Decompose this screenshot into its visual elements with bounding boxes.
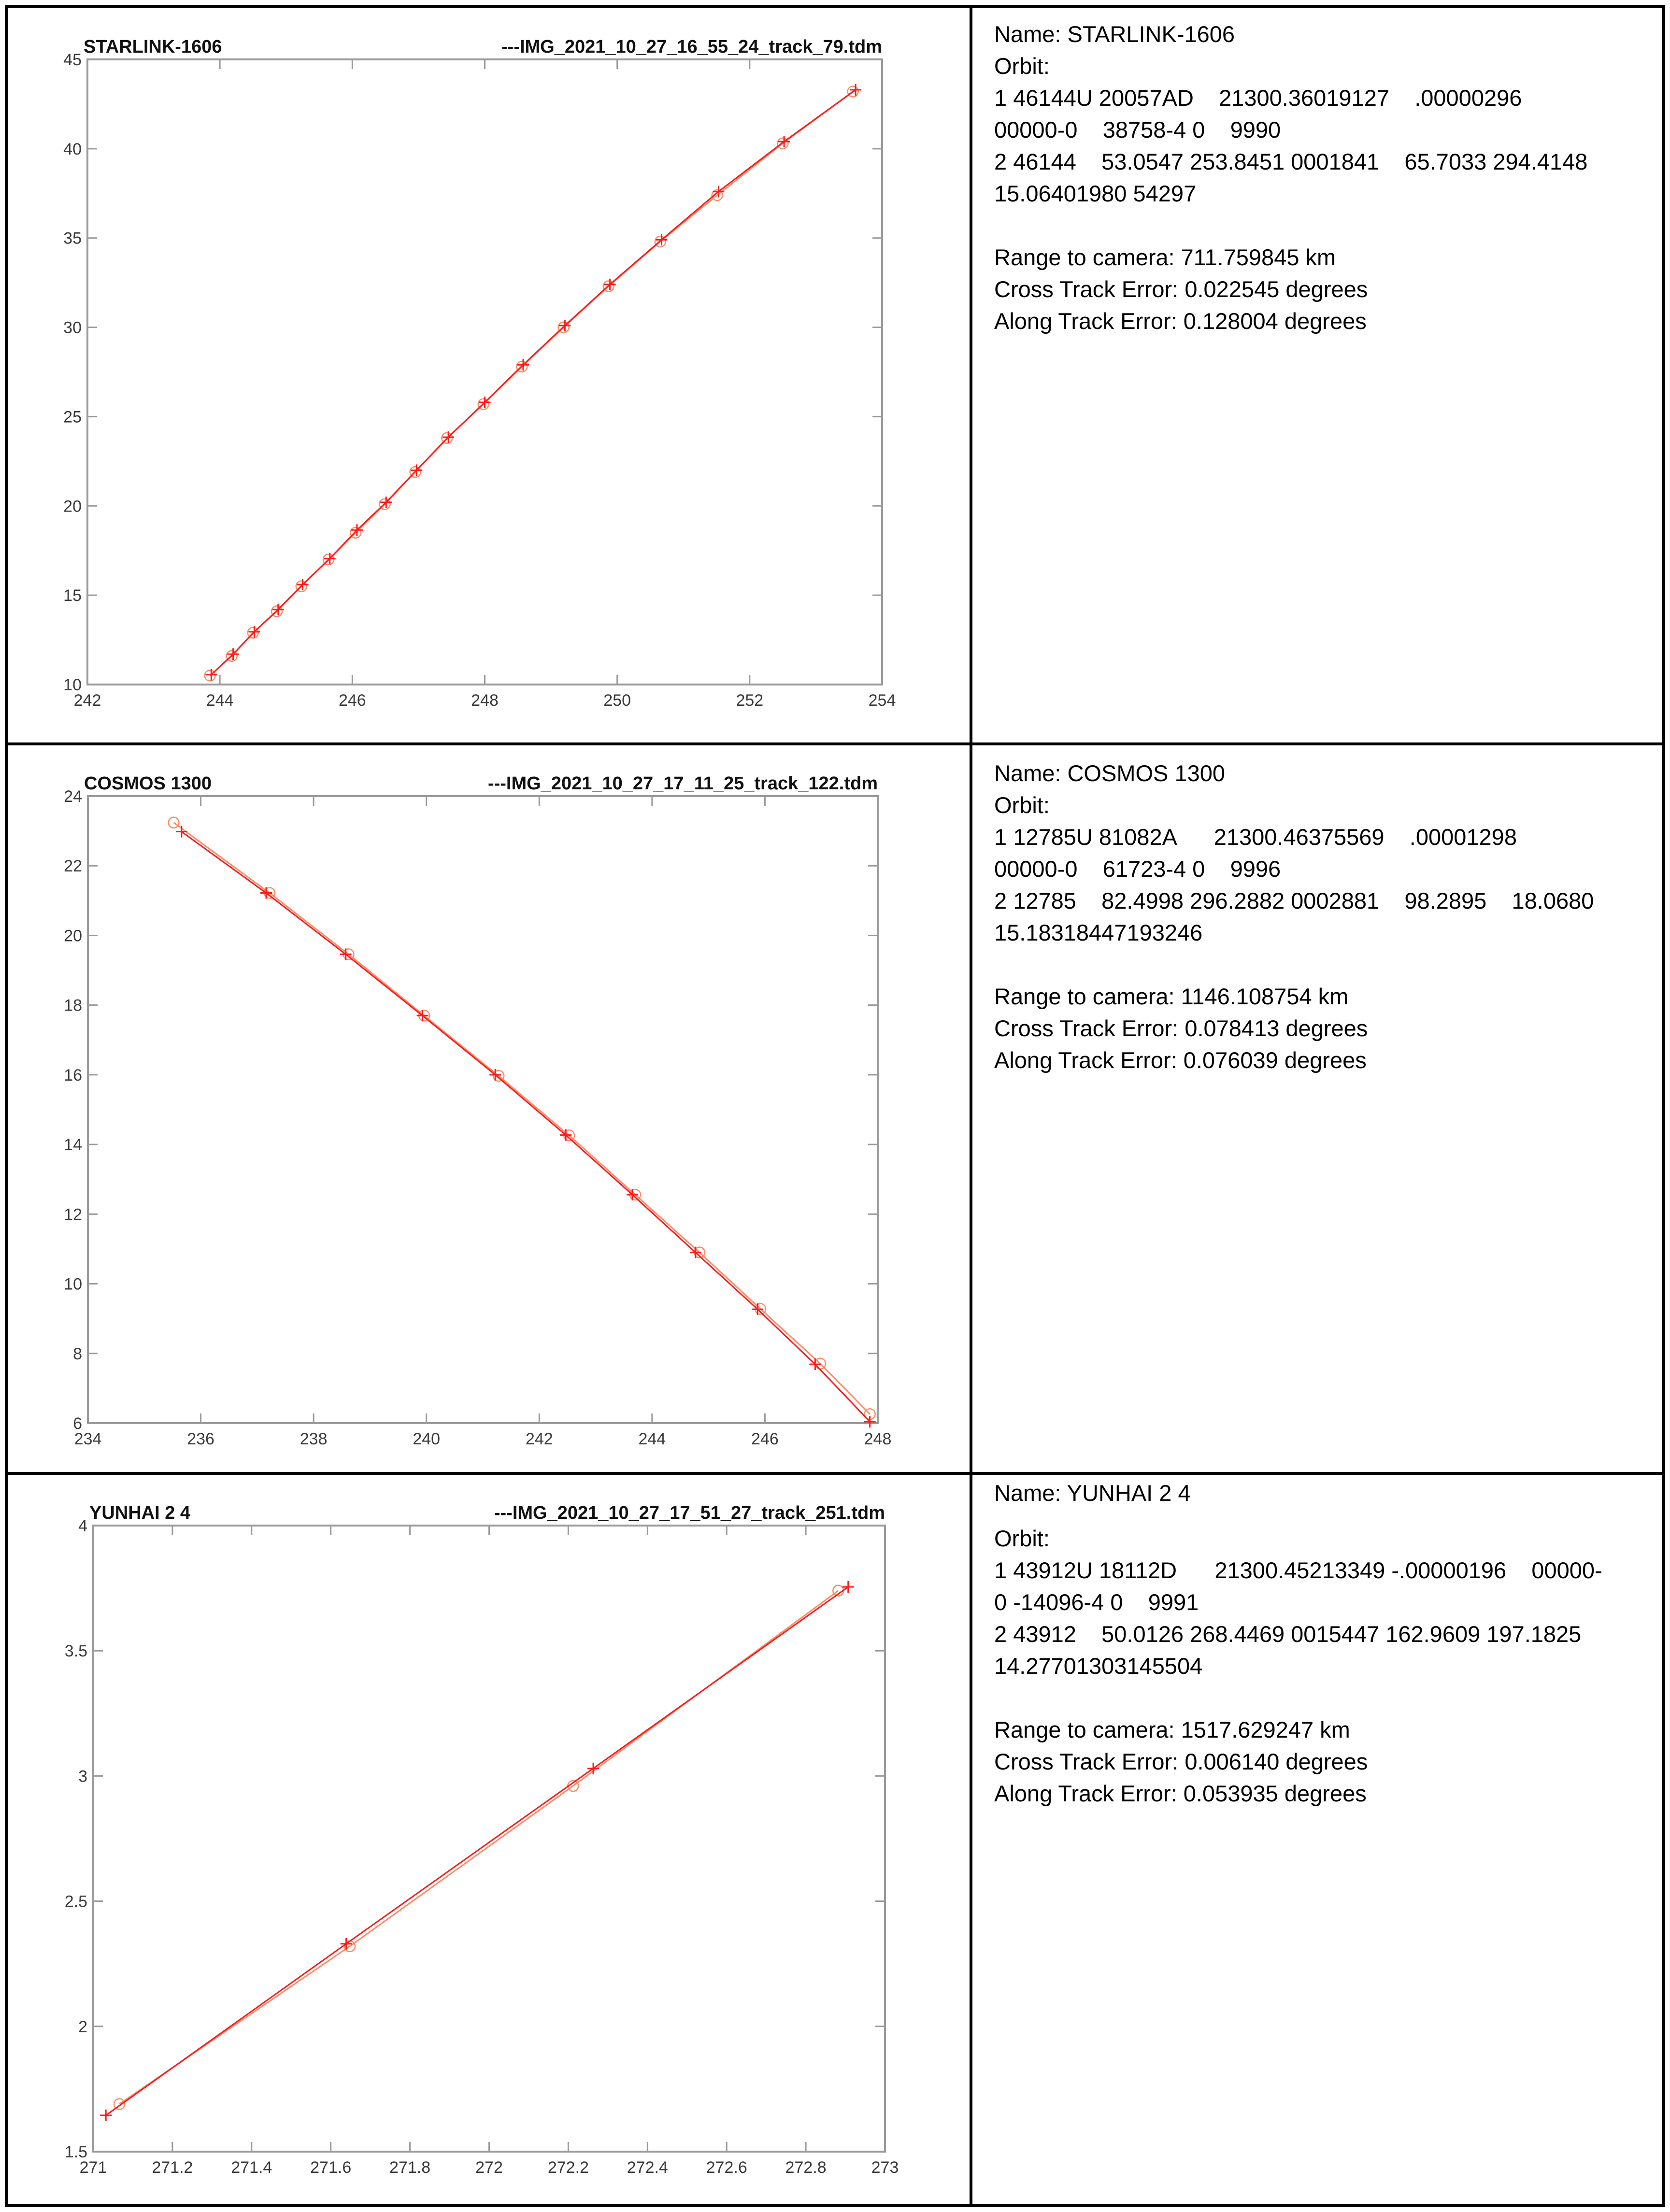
x-tick-label: 272 xyxy=(475,2158,503,2177)
chart-cell-cosmos xyxy=(8,745,970,1472)
y-tick-label: 22 xyxy=(64,857,82,876)
x-tick-label: 234 xyxy=(74,1430,102,1448)
chart-file-name: ---IMG_2021_10_27_17_11_25_track_122.tdm xyxy=(487,773,878,794)
along-track-error: Along Track Error: 0.128004 degrees xyxy=(994,308,1367,334)
y-tick-label: 30 xyxy=(63,318,82,337)
x-tick-label: 236 xyxy=(187,1430,214,1448)
plot-frame xyxy=(88,796,878,1423)
y-tick-label: 6 xyxy=(73,1414,82,1433)
orbit-label: Orbit: xyxy=(994,53,1050,79)
tle-line: 15.06401980 54297 xyxy=(994,181,1197,206)
y-tick-label: 15 xyxy=(63,586,82,605)
y-tick-label: 16 xyxy=(64,1066,82,1085)
cross-track-error: Cross Track Error: 0.022545 degrees xyxy=(994,276,1368,302)
plus-marker-icon xyxy=(176,826,187,838)
x-tick-label: 271.2 xyxy=(152,2158,193,2177)
y-tick-label: 45 xyxy=(63,51,82,69)
y-tick-label: 18 xyxy=(64,996,82,1015)
x-tick-label: 244 xyxy=(206,691,234,710)
column-divider xyxy=(970,5,972,2207)
tle-line: 15.18318447193246 xyxy=(994,920,1203,945)
tle-line: 2 46144 53.0547 253.8451 0001841 65.7033 294.4148 xyxy=(994,149,1588,174)
along-track-error: Along Track Error: 0.053935 degrees xyxy=(994,1781,1367,1806)
range-to-camera: Range to camera: 711.759845 km xyxy=(994,244,1336,270)
satellite-name: Name: COSMOS 1300 xyxy=(994,760,1226,786)
x-tick-label: 242 xyxy=(73,691,101,710)
x-tick-label: 242 xyxy=(525,1430,553,1448)
x-tick-label: 238 xyxy=(300,1430,328,1448)
y-tick-label: 2 xyxy=(78,2017,87,2036)
tle-line: 2 43912 50.0126 268.4469 0015447 162.9609 197.1825 xyxy=(994,1621,1582,1647)
orbit-label: Orbit: xyxy=(994,1526,1050,1551)
y-tick-label: 20 xyxy=(63,497,82,516)
x-tick-label: 271 xyxy=(79,2158,107,2177)
range-to-camera: Range to camera: 1146.108754 km xyxy=(994,984,1349,1009)
satellite-name: Name: YUNHAI 2 4 xyxy=(994,1480,1191,1506)
tle-line: 1 43912U 18112D 21300.45213349 -.00000196 00000- xyxy=(994,1557,1602,1583)
cross-track-error: Cross Track Error: 0.078413 degrees xyxy=(994,1015,1368,1041)
y-tick-label: 1.5 xyxy=(64,2143,87,2161)
spacer xyxy=(994,949,1656,981)
tle-line: 00000-0 61723-4 0 9996 xyxy=(994,856,1281,882)
info-cell-cosmos xyxy=(994,757,1656,1076)
plus-marker-icon xyxy=(850,84,861,96)
x-tick-label: 248 xyxy=(864,1430,892,1448)
y-tick-label: 24 xyxy=(64,787,82,806)
y-tick-label: 14 xyxy=(64,1136,82,1155)
cross-track-error: Cross Track Error: 0.006140 degrees xyxy=(994,1749,1368,1774)
tle-line: 00000-0 38758-4 0 9990 xyxy=(994,117,1281,143)
range-to-camera: Range to camera: 1517.629247 km xyxy=(994,1717,1350,1742)
info-cell-starlink xyxy=(994,18,1656,337)
plot-frame xyxy=(87,59,882,685)
spacer xyxy=(994,1509,1656,1523)
y-tick-label: 10 xyxy=(63,676,82,694)
track-plot-starlink xyxy=(8,8,970,742)
observed-track-line xyxy=(174,823,870,1414)
x-tick-label: 252 xyxy=(736,691,764,710)
track-plot-yunhai xyxy=(8,1475,970,2203)
chart-title: COSMOS 1300 xyxy=(84,773,212,794)
observed-track-line xyxy=(119,1591,838,2104)
x-tick-label: 240 xyxy=(413,1430,441,1448)
predicted-track-line xyxy=(211,90,856,675)
y-tick-label: 10 xyxy=(64,1275,82,1294)
chart-cell-yunhai xyxy=(8,1475,970,2203)
x-tick-label: 272.4 xyxy=(627,2158,668,2177)
chart-file-name: ---IMG_2021_10_27_17_51_27_track_251.tdm xyxy=(494,1503,885,1523)
y-tick-label: 35 xyxy=(63,229,82,248)
tle-line: 1 46144U 20057AD 21300.36019127 .00000296 xyxy=(994,85,1522,111)
y-tick-label: 8 xyxy=(73,1344,82,1363)
y-tick-label: 25 xyxy=(63,408,82,427)
spacer xyxy=(994,210,1656,242)
x-tick-label: 248 xyxy=(471,691,499,710)
y-tick-label: 40 xyxy=(63,140,82,158)
x-tick-label: 250 xyxy=(603,691,631,710)
plot-frame xyxy=(93,1526,885,2152)
satellite-name: Name: STARLINK-1606 xyxy=(994,21,1235,47)
x-tick-label: 254 xyxy=(868,691,896,710)
tle-line: 0 -14096-4 0 9991 xyxy=(994,1589,1199,1615)
x-tick-label: 271.4 xyxy=(231,2158,272,2177)
y-tick-label: 12 xyxy=(64,1205,82,1224)
y-tick-label: 3.5 xyxy=(64,1642,87,1661)
chart-title: STARLINK-1606 xyxy=(84,37,222,57)
info-cell-yunhai xyxy=(994,1477,1656,1810)
y-tick-label: 2.5 xyxy=(64,1892,87,1911)
predicted-track-line xyxy=(182,832,870,1422)
orbit-label: Orbit: xyxy=(994,792,1050,818)
y-tick-label: 4 xyxy=(78,1517,87,1535)
x-tick-label: 272.6 xyxy=(706,2158,747,2177)
x-tick-label: 271.6 xyxy=(310,2158,352,2177)
chart-title: YUNHAI 2 4 xyxy=(89,1503,191,1523)
y-tick-label: 3 xyxy=(78,1767,87,1786)
tle-line: 2 12785 82.4998 296.2882 0002881 98.2895 18.0680 xyxy=(994,888,1594,913)
x-tick-label: 246 xyxy=(338,691,366,710)
y-tick-label: 20 xyxy=(64,927,82,945)
along-track-error: Along Track Error: 0.076039 degrees xyxy=(994,1047,1367,1073)
plus-marker-icon xyxy=(341,1938,352,1950)
x-tick-label: 272.2 xyxy=(547,2158,589,2177)
x-tick-label: 271.8 xyxy=(389,2158,431,2177)
plus-marker-icon xyxy=(100,2110,112,2121)
plus-marker-icon xyxy=(587,1763,599,1774)
chart-cell-starlink xyxy=(8,8,970,742)
x-tick-label: 246 xyxy=(751,1430,779,1448)
x-tick-label: 273 xyxy=(871,2158,899,2177)
x-tick-label: 244 xyxy=(638,1430,666,1448)
spacer xyxy=(994,1682,1656,1714)
tle-line: 1 12785U 81082A 21300.46375569 .00001298 xyxy=(994,824,1517,850)
tle-line: 14.27701303145504 xyxy=(994,1653,1203,1679)
track-plot-cosmos xyxy=(8,745,970,1472)
x-tick-label: 272.8 xyxy=(785,2158,827,2177)
chart-file-name: ---IMG_2021_10_27_16_55_24_track_79.tdm xyxy=(501,37,882,57)
predicted-track-line xyxy=(106,1587,848,2115)
